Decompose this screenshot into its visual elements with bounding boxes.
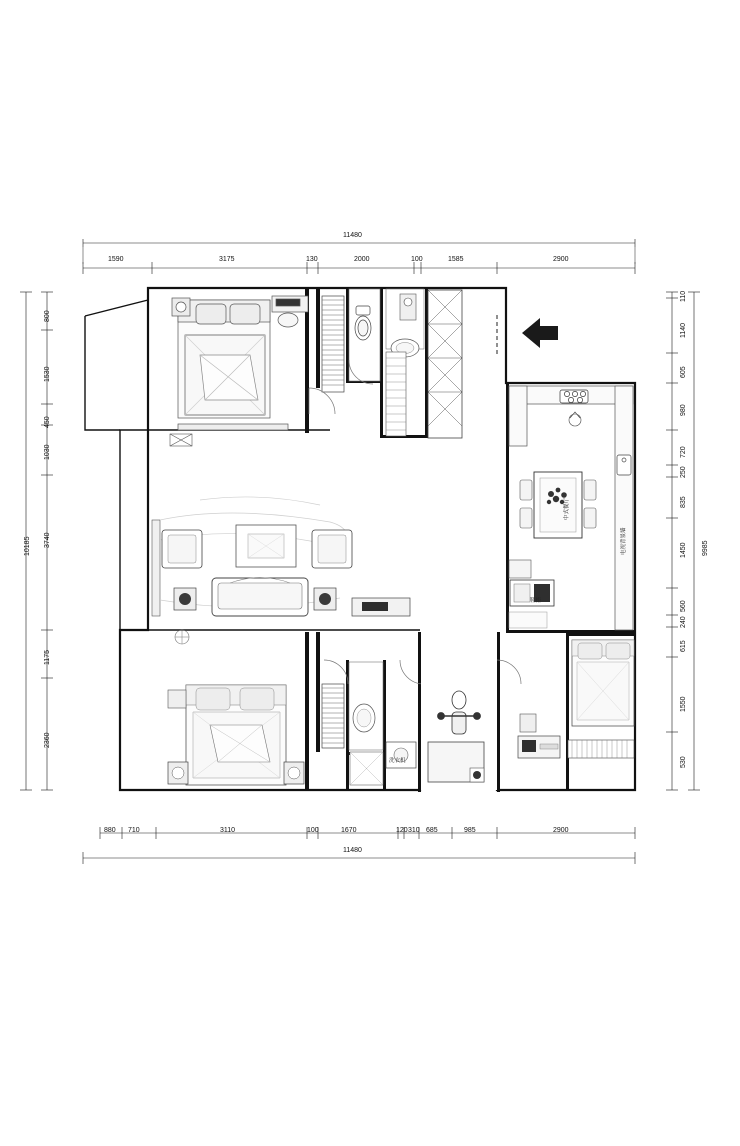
dimension-label-left-total: 10185 — [24, 536, 31, 556]
dimension-label-right-11: 615 — [680, 640, 687, 652]
dimension-label-left-6: 1175 — [44, 649, 51, 665]
dimension-label-right-5: 720 — [680, 446, 687, 458]
dimension-label-bottom-5: 1670 — [341, 827, 357, 834]
dimension-label-right-12: 1550 — [680, 696, 687, 712]
dimension-label-right-2: 1140 — [680, 322, 687, 338]
dimension-label-top-1: 1590 — [108, 256, 124, 263]
dimension-label-right-9: 560 — [680, 600, 687, 612]
wardrobe-lower-left — [322, 684, 344, 748]
dimension-label-bottom-1: 880 — [104, 827, 116, 834]
dimension-label-left-7: 2360 — [44, 732, 51, 748]
room-lower-center — [421, 634, 497, 790]
dimension-label-bottom-6: 120 — [396, 827, 408, 834]
dimension-label-top-3: 130 — [306, 256, 318, 263]
dimension-label-bottom-10: 2900 — [553, 827, 569, 834]
room-label-dining: 中式餐厅 — [564, 497, 570, 520]
dimension-label-bottom-total: 11480 — [343, 847, 362, 854]
dimension-label-top-5: 100 — [411, 256, 423, 263]
dimension-label-right-13: 530 — [680, 756, 687, 768]
dimension-label-right-1: 110 — [680, 290, 687, 302]
bedroom-lower-left-furniture — [168, 685, 304, 785]
room-label-laundry: 洗衣机 — [389, 758, 406, 764]
dimension-label-right-3: 605 — [680, 366, 687, 378]
dimension-label-top-2: 3175 — [219, 256, 235, 263]
dimension-label-right-10: 240 — [680, 616, 687, 628]
dimension-label-right-6: 250 — [680, 466, 687, 478]
dimension-label-right-4: 980 — [680, 404, 687, 416]
dimension-label-top-7: 2900 — [553, 256, 569, 263]
dimension-label-top-4: 2000 — [354, 256, 370, 263]
dimension-label-top-total: 11480 — [343, 232, 362, 239]
dimension-label-right-total: 9985 — [702, 540, 709, 556]
room-label-shoe-cabinet: 鞋柜 — [530, 598, 542, 604]
dimension-label-top-6: 1585 — [448, 256, 464, 263]
dimension-label-bottom-7: 310 — [408, 827, 420, 834]
dimension-label-left-5: 3740 — [44, 532, 51, 548]
wardrobe-upper-left — [322, 296, 344, 392]
dimension-label-left-4: 1030 — [44, 444, 51, 460]
dimension-label-left-3: 450 — [44, 416, 51, 428]
dimension-label-bottom-2: 710 — [128, 827, 140, 834]
dimension-label-left-1: 800 — [44, 310, 51, 322]
dimension-label-bottom-8: 685 — [426, 827, 438, 834]
room-label-tv-wall: 电视背景墙 — [621, 527, 627, 555]
dimension-label-bottom-9: 985 — [464, 827, 476, 834]
dimension-label-right-7: 835 — [680, 496, 687, 508]
dimension-label-bottom-3: 3110 — [220, 827, 236, 834]
dimension-label-left-2: 1530 — [44, 366, 51, 382]
dimension-label-right-8: 1450 — [680, 542, 687, 558]
dimension-label-bottom-4: 100 — [307, 827, 319, 834]
